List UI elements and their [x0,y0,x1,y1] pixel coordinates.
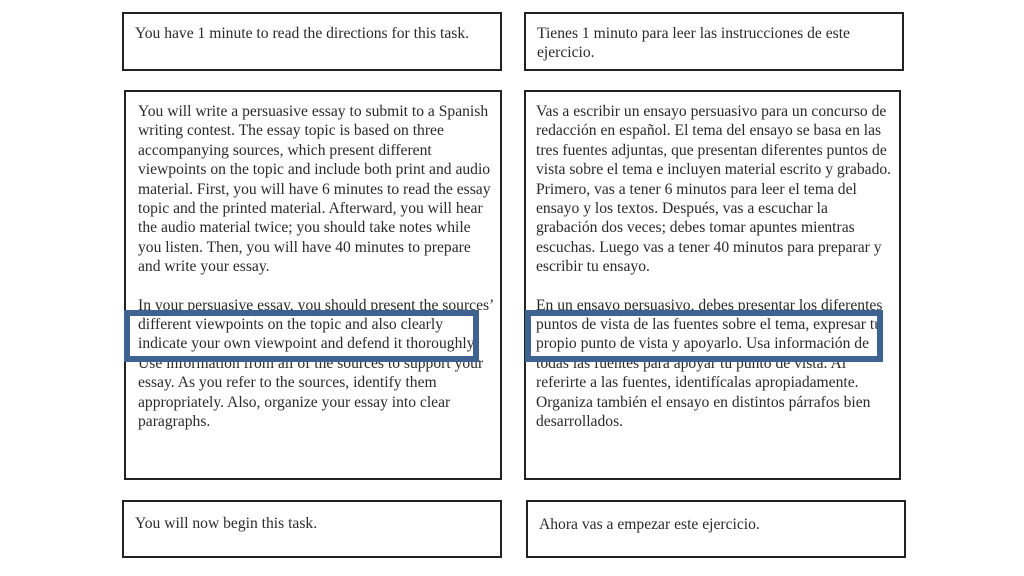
english-directions-box [124,90,502,480]
spanish-begin-notice-box [526,500,906,558]
spanish-directions-box [524,90,901,480]
spanish-time-notice: Tienes 1 minuto para leer las instrucciones de este ejercicio. [537,25,850,62]
spanish-directions-paragraph-1: Vas a escribir un ensayo persuasivo para un concurso de redacción en español. El tema del ensayo se basa en las tres fuentes adjuntas, que presentan diferentes puntos de vista sobre el tema e incluyen material escrito y grabado. Primero, vas a tener 6 minutos para leer el tema del ensayo y los textos. Después, vas a escuchar la grabación dos veces; debes tomar apuntes mientras escuchas. Luego vas a tener 40 minutos para preparar y escribir tu ensayo. [536,103,892,276]
spanish-time-notice-box [524,12,904,71]
english-directions-paragraph-2: In your persuasive essay, you should present the sources’ different viewpoints on the topic and also clearly indicate your own viewpoint and defend it thoroughly. Use information from all of the sources to support your essay. As you refer to the sources, identify them appropriately. Also, organize your essay into clear paragraphs. [138,296,494,431]
english-directions-paragraph-1: You will write a persuasive essay to submit to a Spanish writing contest. The essay topic is based on three accompanying sources, which present different viewpoints on the topic and include both print and audio material. First, you will have 6 minutes to read the essay topic and the printed material. Afterward, you will hear the audio material twice; you should take notes while you listen. Then, you will have 40 minutes to prepare and write your essay. [138,103,491,276]
english-time-notice: You have 1 minute to read the directions for this task. [135,25,470,42]
english-begin-notice-box [122,500,502,558]
english-time-notice-box [122,12,502,71]
spanish-directions-paragraph-2: En un ensayo persuasivo, debes presentar los diferentes puntos de vista de las fuentes sobre el tema, expresar tu propio punto de vista y apoyarlo. Usa información de todas las fuentes para apoyar tu punto de vista. Al referirte a las fuentes, identifícalas apropiadamente. Organiza también el ensayo en distintos párrafos bien desarrollados. [536,296,883,431]
spanish-begin-notice: Ahora vas a empezar este ejercicio. [539,516,760,533]
english-begin-notice: You will now begin this task. [135,515,318,532]
